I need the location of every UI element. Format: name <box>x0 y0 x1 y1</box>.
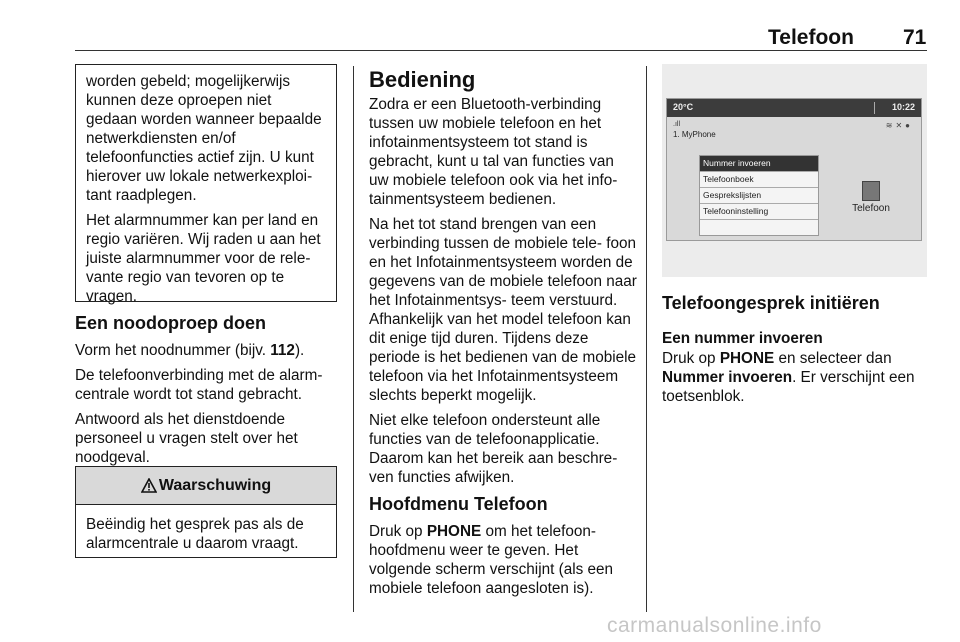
emergency-paragraph-3: Antwoord als het dienstdoende personeel u vragen stelt over het noodgeval. <box>75 411 298 466</box>
enter-number-p-mid: en selecteer dan <box>774 350 892 367</box>
phone-menu <box>699 155 819 236</box>
enter-number-paragraph <box>662 349 930 406</box>
screen-temperature: 20°C <box>673 102 694 112</box>
emergency-p1-end: ). <box>294 342 305 359</box>
column-divider-2 <box>646 66 647 612</box>
enter-number-text <box>662 349 930 412</box>
main-menu-paragraph <box>369 522 637 598</box>
note-paragraph-1: worden gebeld; mogelijkerwijs kunnen deze oproepen niet gedaan worden wanneer bepaalde netwerkdiensten en/of telefoonfuncties actief zijn. U kunt hierover uw lokale netwerkexploi- tant raadplegen. <box>86 73 322 204</box>
emergency-p1-text: Vorm het noodnummer (bijv. <box>75 342 271 359</box>
connected-phone-name: 1. MyPhone <box>673 130 716 139</box>
phone-tile-icon <box>862 181 880 201</box>
screen-separator <box>874 102 875 114</box>
operation-text <box>369 95 637 493</box>
subheading-main-menu: Hoofdmenu Telefoon <box>369 494 548 514</box>
warning-header <box>76 467 336 505</box>
bluetooth-icon: ● <box>905 121 913 130</box>
section-heading-start-call: Telefoongesprek initiëren <box>662 293 880 313</box>
warning-box <box>75 466 337 558</box>
screen-time: 10:22 <box>891 102 915 112</box>
emergency-paragraph-2: De telefoonverbinding met de alarm- centrale wordt tot stand gebracht. <box>75 367 323 403</box>
enter-number-p-start: Druk op <box>662 350 720 367</box>
infotainment-screenshot <box>662 64 927 277</box>
emergency-number-ref: 112 <box>270 342 295 359</box>
section-heading-emergency: Een noodoproep doen <box>75 313 266 333</box>
screen-top-bar <box>667 99 921 117</box>
note-box <box>75 64 337 305</box>
status-icons <box>886 121 913 130</box>
warning-text: Beëindig het gesprek pas als de alarmcentrale u daarom vraagt. <box>86 516 304 552</box>
operation-paragraph-2: Na het tot stand brengen van een verbinding tussen de mobiele tele- foon en het Infotainmentsysteem worden de gegevens van de mobiele telefoon naar het Infotainmentsys- teem verstuurd. Afhankelijk van het model telefoon kan dit enige tijd duren. Tijdens deze periode is het bedienen van de mobiele telefoon via het Infotainmentsysteem slechts beperkt mogelijk. <box>369 216 637 404</box>
subheading-enter-number: Een nummer invoeren <box>662 330 823 347</box>
warning-icon <box>141 478 157 493</box>
operation-paragraph-1: Zodra er een Bluetooth-verbinding tussen uw mobiele telefoon en het infotainmentsysteem tot stand is gebracht, kunt u tal van functies van uw mobiele telefoon ook via het info- tainmentsysteem bedienen. <box>369 96 618 208</box>
section-heading-operation: Bediening <box>369 67 476 92</box>
emergency-paragraph-1 <box>75 341 340 360</box>
phone-key-label-2: PHONE <box>719 350 775 367</box>
menu-item-phonebook[interactable]: Telefoonboek <box>700 172 818 188</box>
mute-icon: ✕ <box>895 121 906 130</box>
phone-tile[interactable] <box>841 181 901 214</box>
menu-item-phone-settings[interactable]: Telefooninstelling <box>700 204 818 220</box>
header-rule <box>75 50 927 51</box>
column-divider-1 <box>353 66 354 612</box>
menu-item-enter-number[interactable]: Nummer invoeren <box>700 156 818 172</box>
watermark: carmanualsonline.info <box>607 614 822 637</box>
menu-item-call-lists[interactable]: Gesprekslijsten <box>700 188 818 204</box>
wifi-icon: ≋ <box>885 121 896 130</box>
emergency-text <box>75 341 340 473</box>
main-menu-text <box>369 522 637 604</box>
infotainment-screen <box>666 98 922 241</box>
main-menu-p-end: om het telefoon- hoofdmenu weer te geven. Het volgende scherm verschijnt (als een mobiele telefoon aangesloten is). <box>369 523 614 597</box>
signal-strength-icon: .ıll <box>673 121 680 128</box>
running-header-title: Telefoon <box>768 26 854 49</box>
phone-tile-label: Telefoon <box>852 203 890 214</box>
note-paragraph-2: Het alarmnummer kan per land en regio variëren. Wij raden u aan het juiste alarmnummer voor de rele- vante regio van tevoren op te vragen. <box>86 212 321 305</box>
warning-title: Waarschuwing <box>158 476 272 494</box>
main-menu-p-start: Druk op <box>369 523 427 540</box>
enter-number-menu-ref: Nummer invoeren <box>662 369 793 386</box>
enter-number-p-end: . Er verschijnt een toetsenblok. <box>662 369 915 405</box>
phone-key-label: PHONE <box>426 523 482 540</box>
page-number: 71 <box>903 26 927 49</box>
operation-paragraph-3: Niet elke telefoon ondersteunt alle functies van de telefoonapplicatie. Daarom kan het bereik aan beschre- ven functies afwijken. <box>369 412 618 486</box>
menu-item-empty <box>700 220 818 235</box>
